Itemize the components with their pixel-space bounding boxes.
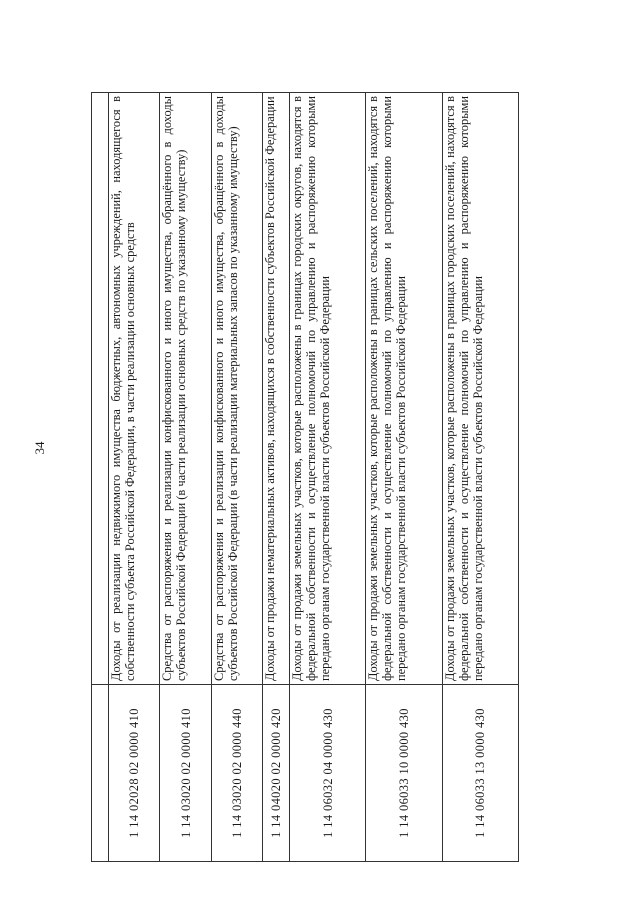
table-row (92, 93, 109, 862)
budget-classification-code: 1 14 03020 02 0000 440 (211, 685, 262, 862)
page-number: 34 (32, 441, 47, 455)
budget-classification-code: 1 14 02028 02 0000 410 (109, 685, 160, 862)
revenue-description: Доходы от продажи земельных участков, которые расположены в границах городских округов, находятся в федеральной собственности и осуществление полномочий по управлению и распоряжению которыми передано органам государственной власти субъектов Российской Федерации (290, 93, 366, 685)
revenue-description: Средства от распоряжения и реализации конфискованного и иного имущества, обращённого в доходы субъектов Российской Федерации (в части реализации материальных запасов по указанному имуществу) (211, 93, 262, 685)
revenue-table-container (91, 92, 519, 862)
table-row (160, 93, 211, 862)
table-row (442, 93, 518, 862)
table-row (366, 93, 442, 862)
budget-classification-code: 1 14 03020 02 0000 410 (160, 685, 211, 862)
table-row (109, 93, 160, 862)
budget-classification-code (92, 685, 109, 862)
budget-classification-code: 1 14 06032 04 0000 430 (290, 685, 366, 862)
table-row (211, 93, 262, 862)
revenue-description: Доходы от продажи земельных участков, которые расположены в границах сельских поселений, находятся в федеральной собственности и осуществление полномочий по управлению и распоряжению которыми передано органам государственной власти субъектов Российской Федерации (366, 93, 442, 685)
revenue-description: Доходы от реализации недвижимого имущества бюджетных, автономных учреждений, находящегося в собственности субъекта Российской Федерации, в части реализации основных средств (109, 93, 160, 685)
revenue-description: Доходы от продажи нематериальных активов, находящихся в собственности субъектов Российской Федерации (263, 93, 290, 685)
revenue-description (92, 93, 109, 685)
budget-classification-code: 1 14 04020 02 0000 420 (263, 685, 290, 862)
revenue-description: Средства от распоряжения и реализации конфискованного и иного имущества, обращённого в доходы субъектов Российской Федерации (в части реализации основных средств по указанному имуществу) (160, 93, 211, 685)
revenue-description: Доходы от продажи земельных участков, которые расположены в границах городских поселений, находятся в федеральной собственности и осуществление полномочий по управлению и распоряжению которыми передано органам государственной власти субъектов Российской Федерации (442, 93, 518, 685)
budget-classification-code: 1 14 06033 13 0000 430 (442, 685, 518, 862)
table-row (263, 93, 290, 862)
table-row (290, 93, 366, 862)
revenue-code-table (91, 92, 519, 862)
budget-classification-code: 1 14 06033 10 0000 430 (366, 685, 442, 862)
table-body (92, 93, 519, 862)
